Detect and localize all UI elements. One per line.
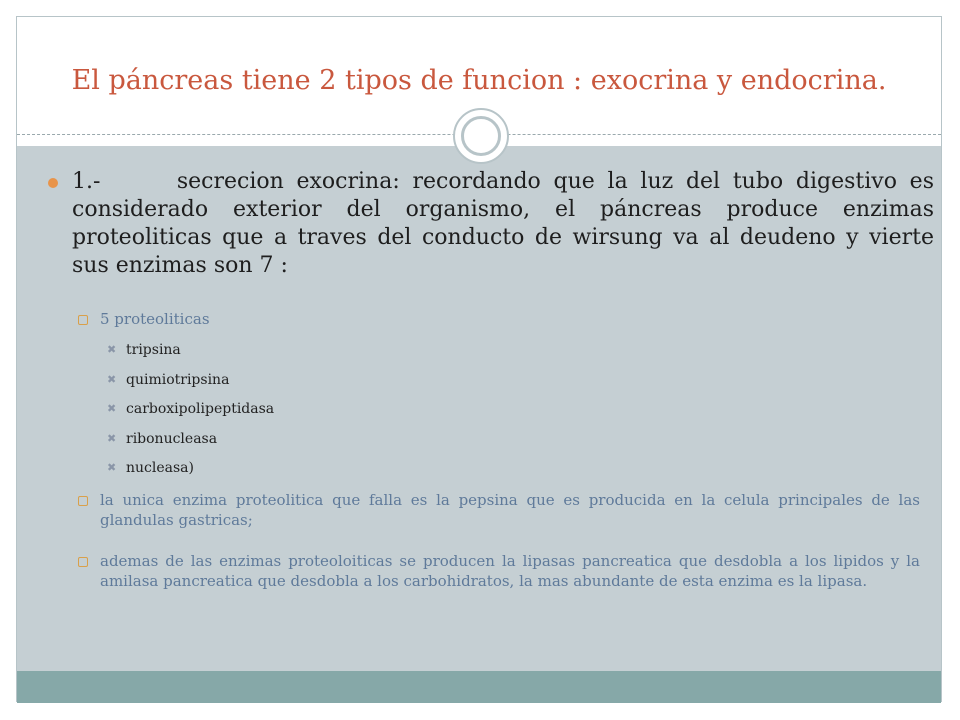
x-bullet-icon: ✖ bbox=[107, 461, 117, 474]
x-bullet-icon: ✖ bbox=[107, 343, 117, 356]
x-bullet-icon: ✖ bbox=[107, 402, 117, 415]
bullet-dot-icon bbox=[48, 178, 58, 188]
sub-bullet-3: ademas de las enzimas proteoloiticas se producen la lipasas pancreatica que desdobla a los lipidos y la amilasa pancreatica que desdobla a los carbohidratos, la mas abundante de esta enzima es la lipasa. bbox=[100, 552, 920, 590]
main-bullet-text: 1.- secrecion exocrina: recordando que la luz del tubo digestivo es considerado exterior del organismo, el páncreas produce enzimas proteoliticas que a traves del conducto de wirsung va al deudeno y vierte sus enzimas son 7 : bbox=[72, 169, 934, 278]
ring-ornament-icon bbox=[453, 108, 509, 164]
x-bullet-icon: ✖ bbox=[107, 432, 117, 445]
ring-inner bbox=[461, 116, 501, 156]
enzyme-item: carboxipolipeptidasa bbox=[126, 401, 275, 417]
enzyme-item: tripsina bbox=[126, 342, 181, 358]
sub-bullet-2: la unica enzima proteolitica que falla es la pepsina que es producida en la celula principales de las glandulas gastricas; bbox=[100, 491, 920, 529]
x-bullet-icon: ✖ bbox=[107, 373, 117, 386]
enzyme-item: ribonucleasa bbox=[126, 431, 218, 447]
enzyme-item: nucleasa) bbox=[126, 460, 194, 476]
footer-band bbox=[17, 671, 941, 703]
square-bullet-icon bbox=[78, 315, 88, 325]
slide-title: El páncreas tiene 2 tipos de funcion : exocrina y endocrina. bbox=[71, 65, 887, 96]
sub-bullet-1: 5 proteoliticas bbox=[100, 310, 210, 328]
enzyme-item: quimiotripsina bbox=[126, 372, 230, 388]
square-bullet-icon bbox=[78, 557, 88, 567]
square-bullet-icon bbox=[78, 496, 88, 506]
